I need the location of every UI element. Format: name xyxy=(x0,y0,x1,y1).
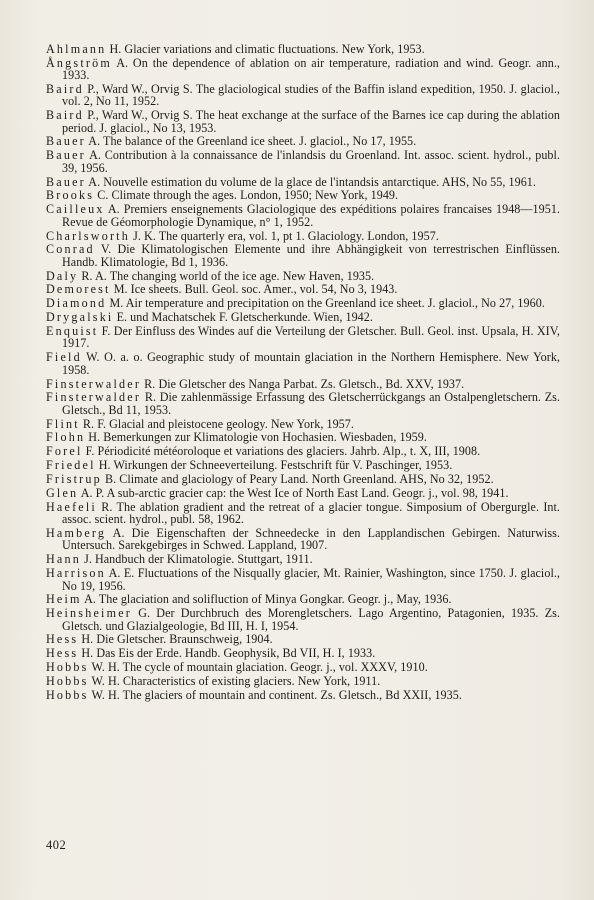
reference-author: Friedel xyxy=(46,458,96,473)
reference-entry xyxy=(46,270,560,282)
reference-text: W. O. a. o. Geographic study of mountain glaciation in the Northern Hemisphere. New York, 1958. xyxy=(62,350,560,377)
reference-author: Cailleux xyxy=(46,202,105,217)
page-number: 402 xyxy=(46,838,67,852)
reference-author: Heim xyxy=(46,592,82,607)
reference-entry xyxy=(46,501,560,526)
reference-entry xyxy=(46,675,560,687)
reference-author: Demorest xyxy=(46,282,111,297)
reference-entry xyxy=(46,325,560,350)
reference-text: R. F. Glacial and pleistocene geology. New York, 1957. xyxy=(79,416,354,431)
reference-text: R. The ablation gradient and the retreat of a glacier tongue. Simposium of Obergurgle. Int. assoc. scient. hydrol., publ. 58, 1962. xyxy=(62,499,560,527)
reference-entry xyxy=(46,689,560,701)
reference-entry xyxy=(46,149,560,174)
reference-entry xyxy=(46,43,560,55)
reference-author: Ahlmann xyxy=(46,42,107,56)
reference-entry xyxy=(46,633,560,645)
reference-author: Haefeli xyxy=(46,499,97,514)
reference-author: Daly xyxy=(46,268,79,283)
reference-author: Glen xyxy=(46,486,79,501)
reference-entry xyxy=(46,57,560,82)
reference-text: B. Climate and glaciology of Peary Land. North Greenland. AHS, No 32, 1952. xyxy=(101,472,494,487)
reference-entry xyxy=(46,527,560,552)
reference-entry xyxy=(46,553,560,565)
reference-author: Brooks xyxy=(46,188,95,203)
reference-author: Fristrup xyxy=(46,472,102,487)
reference-author: Hann xyxy=(46,552,81,567)
reference-text: R. Die Gletscher des Nanga Parbat. Zs. Gletsch., Bd. XXV, 1937. xyxy=(141,376,465,391)
reference-text: A. The balance of the Greenland ice sheet. J. glaciol., No 17, 1955. xyxy=(85,134,417,149)
reference-entry xyxy=(46,647,560,659)
reference-text: H. Die Gletscher. Braunschweig, 1904. xyxy=(78,632,273,647)
reference-author: Drygalski xyxy=(46,310,114,325)
reference-text: P., Ward W., Orvig S. The heat exchange at the surface of the Barnes ice cap during the ablation period. J. glaciol., No 13, 1953. xyxy=(62,108,560,135)
reference-text: F. Périodicité météoroloque et variations des glaciers. Jahrb. Alp., t. X, III, 1908. xyxy=(82,444,481,459)
reference-text: M. Air temperature and precipitation on the Greenland ice sheet. J. glaciol., No 27, 1960. xyxy=(106,296,545,311)
reference-entry xyxy=(46,351,560,376)
reference-entry xyxy=(46,311,560,323)
reference-text: F. Der Einfluss des Windes auf die Verteilung der Gletscher. Bull. Geol. inst. Upsala, H. XIV, 1917. xyxy=(62,324,560,351)
reference-entry xyxy=(46,459,560,471)
reference-author: Hobbs xyxy=(46,688,89,703)
reference-entry xyxy=(46,176,560,188)
reference-entry xyxy=(46,567,560,592)
reference-author: Finsterwalder xyxy=(46,376,142,391)
reference-author: Harrison xyxy=(46,566,106,581)
reference-entry xyxy=(46,431,560,443)
reference-author: Charlsworth xyxy=(46,228,130,243)
reference-text: G. Der Durchbruch des Morengletschers. Lago Argentino, Patagonien, 1935. Zs. Gletsch. und Glazialgeologie, Bd III, H. I, 1954. xyxy=(62,606,560,633)
reference-author: Hobbs xyxy=(46,660,89,675)
reference-text: H. Bemerkungen zur Klimatologie von Hochasien. Wiesbaden, 1959. xyxy=(85,430,427,445)
reference-text: W. H. The cycle of mountain glaciation. Geogr. j., vol. XXXV, 1910. xyxy=(88,660,428,675)
reference-entry xyxy=(46,243,560,268)
reference-entry xyxy=(46,378,560,390)
reference-entry xyxy=(46,230,560,242)
reference-text: R. A. The changing world of the ice age. New Haven, 1935. xyxy=(78,268,375,283)
reference-author: Hamberg xyxy=(46,526,107,541)
reference-text: A. P. A sub-arctic gracier cap: the West Ice of North East Land. Geogr. j., vol. 98, 1941. xyxy=(78,486,509,501)
reference-author: Heinsheimer xyxy=(46,606,132,621)
reference-entry xyxy=(46,135,560,147)
reference-list xyxy=(46,43,560,703)
reference-entry xyxy=(46,283,560,295)
reference-entry xyxy=(46,189,560,201)
reference-text: V. Die Klimatologischen Elemente und ihre Abhängigkeit von terrestrischen Einflüssen. Handb. Klimatologie, Bd 1, 1936. xyxy=(62,242,560,269)
reference-entry xyxy=(46,418,560,430)
reference-entry xyxy=(46,391,560,416)
reference-author: Hess xyxy=(46,632,79,647)
reference-author: Bauer xyxy=(46,174,86,189)
reference-text: A. Premiers enseignements Glaciologique des expéditions polaires francaises 1948—1951. Revue de Géomorphologie Dynamique, n° 1, 1952. xyxy=(62,202,560,229)
reference-author: Forel xyxy=(46,444,83,459)
reference-text: A. E. Fluctuations of the Nisqually glacier, Mt. Rainier, Washington, since 1750. J. glaciol., No 19, 1956. xyxy=(62,566,560,593)
reference-text: A. The glaciation and solifluction of Minya Gongkar. Geogr. j., May, 1936. xyxy=(81,592,452,607)
reference-text: J. Handbuch der Klimatologie. Stuttgart, 1911. xyxy=(81,552,313,567)
reference-text: A. Nouvelle estimation du volume de la glace de l'intandsis antarctique. AHS, No 55, 1961. xyxy=(85,174,536,189)
reference-text: H. Glacier variations and climatic fluctuations. New York, 1953. xyxy=(106,42,425,56)
reference-author: Conrad xyxy=(46,242,95,257)
reference-author: Baird xyxy=(46,82,84,97)
reference-author: Flint xyxy=(46,416,80,431)
reference-author: Enquist xyxy=(46,324,99,339)
reference-text: P., Ward W., Orvig S. The glaciological studies of the Baffin island expedition, 1950. J. glaciol., vol. 2, No 11, 1952. xyxy=(62,82,560,109)
reference-text: A. Contribution à la connaissance de l'inlandsis du Groenland. Int. assoc. scient. hydrol., publ. 39, 1956. xyxy=(62,148,560,175)
reference-text: A. Die Eigenschaften der Schneedecke in den Lapplandischen Gebirgen. Naturwiss. Untersuch. Sarekgebirges in Schwed. Lappland, 1907. xyxy=(62,526,560,553)
reference-author: Baird xyxy=(46,108,84,123)
reference-author: Hobbs xyxy=(46,674,89,689)
reference-entry xyxy=(46,607,560,632)
reference-text: E. und Machatschek F. Gletscherkunde. Wien, 1942. xyxy=(113,310,373,325)
reference-author: Flohn xyxy=(46,430,86,445)
reference-author: Ångström xyxy=(46,55,112,70)
reference-author: Diamond xyxy=(46,296,107,311)
reference-author: Finsterwalder xyxy=(46,390,142,405)
reference-text: A. On the dependence of ablation on air temperature, radiation and wind. Geogr. ann., 1933. xyxy=(62,55,560,83)
reference-entry xyxy=(46,109,560,134)
reference-text: R. Die zahlenmässige Erfassung des Gletscherrückgangs an Ostalpengletschern. Zs. Gletsch., Bd 11, 1953. xyxy=(62,390,560,417)
reference-entry xyxy=(46,297,560,309)
reference-text: H. Wirkungen der Schneeverteilung. Festschrift für V. Paschinger, 1953. xyxy=(95,458,453,473)
reference-author: Hess xyxy=(46,646,79,661)
reference-text: C. Climate through the ages. London, 1950; New York, 1949. xyxy=(94,188,399,203)
reference-text: W. H. Characteristics of existing glaciers. New York, 1911. xyxy=(88,674,381,689)
reference-entry xyxy=(46,473,560,485)
reference-author: Bauer xyxy=(46,148,86,163)
reference-entry xyxy=(46,83,560,108)
reference-entry xyxy=(46,487,560,499)
reference-text: M. Ice sheets. Bull. Geol. soc. Amer., vol. 54, No 3, 1943. xyxy=(110,282,398,297)
reference-author: Bauer xyxy=(46,134,86,149)
reference-text: H. Das Eis der Erde. Handb. Geophysik, Bd VII, H. I, 1933. xyxy=(78,646,376,661)
reference-entry xyxy=(46,445,560,457)
reference-entry xyxy=(46,203,560,228)
reference-entry xyxy=(46,661,560,673)
reference-text: J. K. The quarterly era, vol. 1, pt 1. Glaciology. London, 1957. xyxy=(130,228,439,243)
reference-entry xyxy=(46,593,560,605)
reference-author: Field xyxy=(46,350,82,365)
reference-text: W. H. The glaciers of mountain and continent. Zs. Gletsch., Bd XXII, 1935. xyxy=(88,688,462,703)
